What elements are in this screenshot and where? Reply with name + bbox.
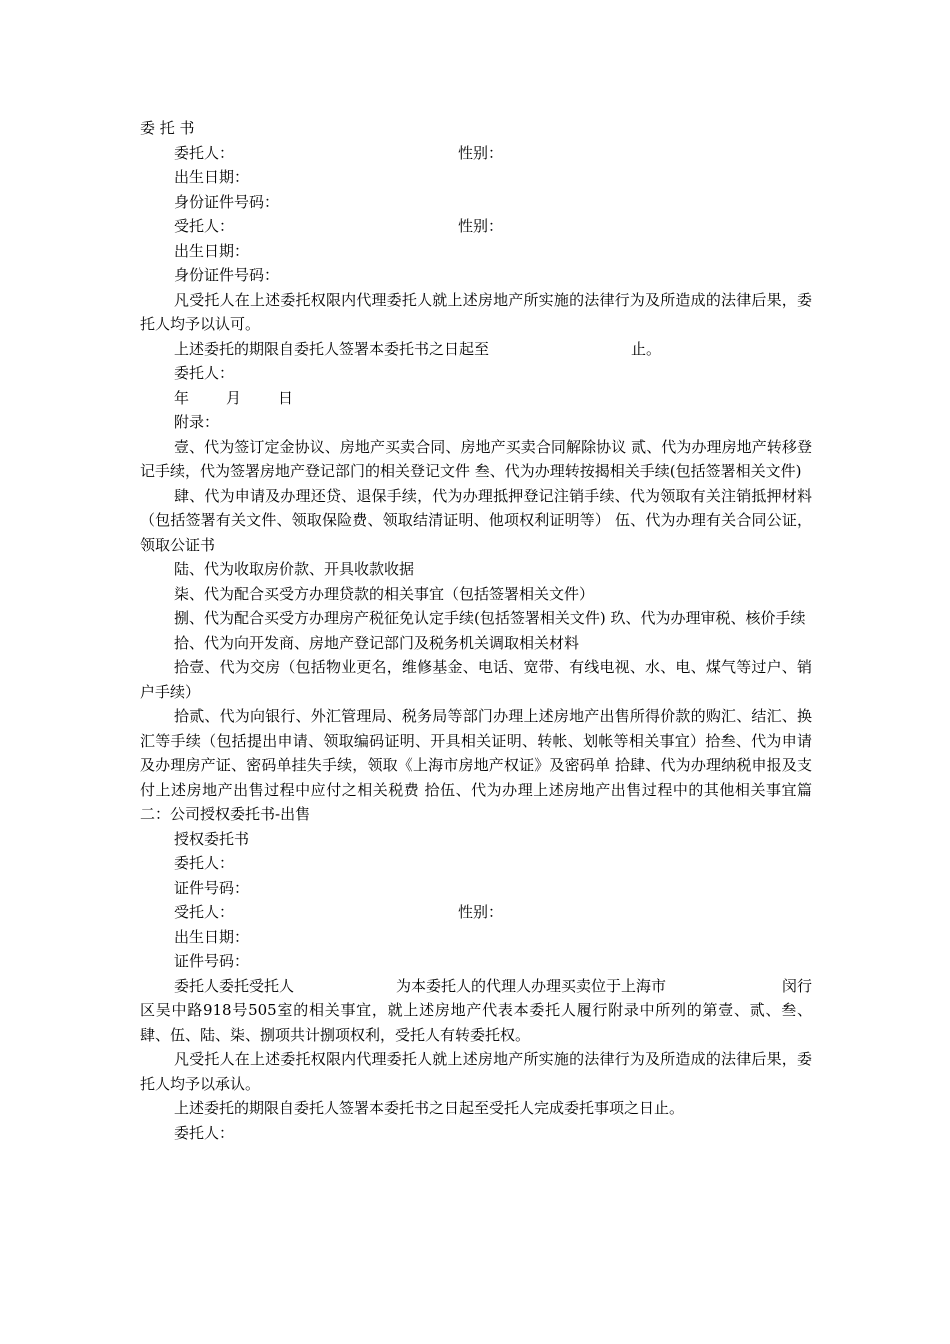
appendix-item: 柒、代为配合买受方办理贷款的相关事宜（包括签署相关文件） bbox=[174, 584, 595, 603]
section2-term: 上述委托的期限自委托人签署本委托书之日起至受托人完成委托事项之日止。 bbox=[174, 1099, 685, 1117]
appendix-item: 拾、代为向开发商、房地产登记部门及税务机关调取相关材料 bbox=[174, 633, 580, 652]
section2-agent-label: 受托人： bbox=[174, 903, 235, 921]
appendix-item: 拾贰、代为向银行、外汇管理局、税务局等部门办理上述房地产出售所得价款的购汇、结汇、换汇等手续（包括提出申请、领取编码证明、开具相关证明、转帐、划帐等相关事宜）拾叁、代为申请及办理房产证、密码单挂失手续，领取《上海市房地产权证》及密码单 拾肆、代为办理纳税申报及支付上述房地产出售过程中应付之相关税费 拾伍、代为办理上述房地产出售过程中的其他相关事宜篇二：公司授权委托书-出售 bbox=[140, 707, 812, 823]
date-year: 年 bbox=[174, 388, 190, 407]
agent-id-label: 身份证件号码： bbox=[174, 266, 280, 284]
principal-row bbox=[140, 141, 812, 166]
principal-id-label: 身份证件号码： bbox=[174, 192, 280, 211]
term-row bbox=[140, 337, 812, 362]
appendix-item: 拾壹、代为交房（包括物业更名，维修基金、电话、宽带、有线电视、水、电、煤气等过户、销户手续） bbox=[140, 658, 812, 701]
term-prefix: 上述委托的期限自委托人签署本委托书之日起至 bbox=[174, 339, 490, 358]
section2-title: 授权委托书 bbox=[174, 829, 250, 848]
consent-paragraph: 凡受托人在上述委托权限内代理委托人就上述房地产所实施的法律行为及所造成的法律后果，委托人均予以认可。 bbox=[140, 290, 812, 333]
section2-cert-label-2: 证件号码： bbox=[174, 952, 250, 970]
term-suffix: 止。 bbox=[631, 339, 662, 358]
auth-rest: 区吴中路918号505室的相关事宜，就上述房地产代表本委托人履行附录中所列的第壹、贰、叁、肆、伍、陆、柒、捌项共计捌项权利，受托人有转委托权。 bbox=[140, 1001, 812, 1044]
principal-label: 委托人： bbox=[174, 143, 235, 162]
section2-agent-row bbox=[140, 900, 812, 925]
appendix-label: 附录： bbox=[174, 413, 220, 431]
sign-label: 委托人： bbox=[174, 364, 235, 382]
auth-part2: 为本委托人的代理人办理买卖位于上海市 bbox=[396, 976, 667, 995]
section2-cert-label: 证件号码： bbox=[174, 878, 250, 897]
section2-authorization-paragraph bbox=[140, 974, 812, 1048]
agent-gender-label: 性别： bbox=[458, 217, 504, 235]
agent-birth-label: 出生日期： bbox=[174, 241, 250, 260]
section2-consent-paragraph: 凡受托人在上述委托权限内代理委托人就上述房地产所实施的法律行为及所造成的法律后果，委托人均予以承认。 bbox=[140, 1050, 812, 1093]
appendix-item: 陆、代为收取房价款、开具收款收据 bbox=[174, 560, 415, 578]
section2-principal-label: 委托人： bbox=[174, 854, 235, 872]
section2-birth-label: 出生日期： bbox=[174, 927, 250, 946]
auth-part1: 委托人委托受托人 bbox=[174, 976, 295, 995]
document-page bbox=[140, 116, 812, 1145]
date-row bbox=[140, 386, 812, 411]
appendix-item: 壹、代为签订定金协议、房地产买卖合同、房地产买卖合同解除协议 贰、代为办理房地产转移登记手续，代为签署房地产登记部门的相关登记文件 叁、代为办理转按揭相关手续(包括签署相关文件) bbox=[140, 437, 812, 480]
section2-gender-label: 性别： bbox=[458, 903, 504, 921]
appendix-item: 肆、代为申请及办理还贷、退保手续，代为办理抵押登记注销手续、代为领取有关注销抵押材料（包括签署有关文件、领取保险费、领取结清证明、他项权利证明等） 伍、代为办理有关合同公证，领取公证书 bbox=[140, 486, 812, 554]
auth-part3: 闵行 bbox=[781, 976, 812, 995]
date-day: 日 bbox=[278, 388, 294, 407]
agent-row bbox=[140, 214, 812, 239]
principal-gender-label: 性别： bbox=[458, 143, 504, 162]
section2-sign-label: 委托人： bbox=[174, 1123, 235, 1142]
appendix-item: 捌、代为配合买受方办理房产税征免认定手续(包括签署相关文件) 玖、代为办理审税、核价手续 bbox=[174, 609, 806, 627]
authorization-first-line bbox=[140, 974, 812, 999]
date-month: 月 bbox=[226, 388, 242, 407]
document-title: 委 托 书 bbox=[140, 119, 195, 137]
agent-label: 受托人： bbox=[174, 217, 235, 235]
principal-birth-label: 出生日期： bbox=[174, 168, 250, 186]
